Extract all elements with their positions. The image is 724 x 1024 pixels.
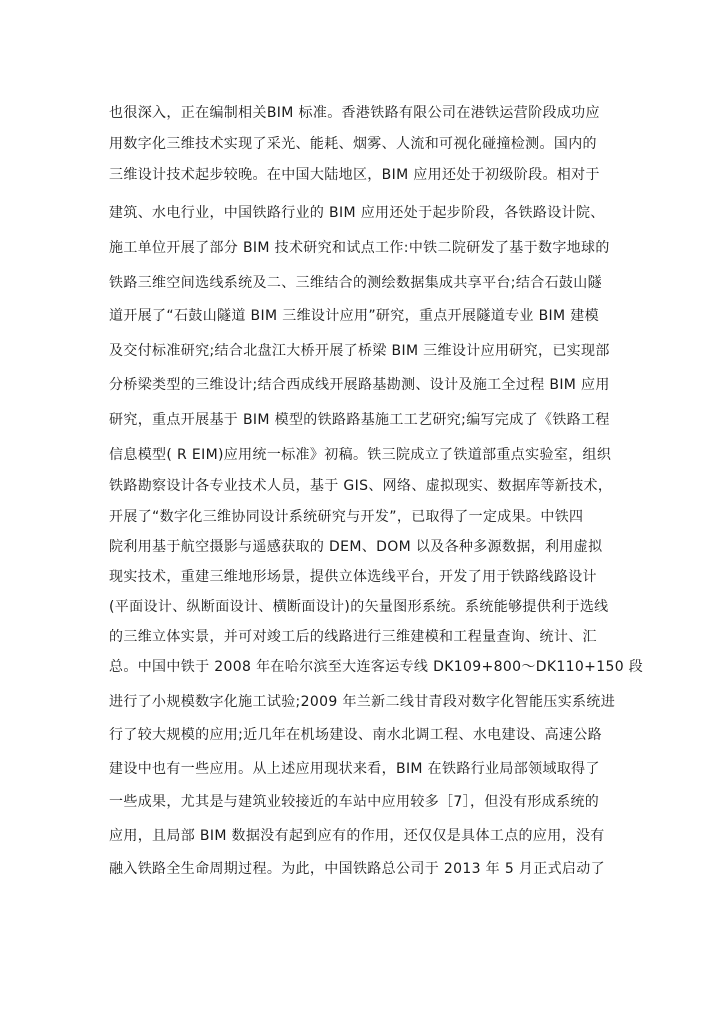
paragraph-line: 及交付标准研究;结合北盘江大桥开展了桥梁 BIM 三维设计应用研究，已实现部 [109, 343, 610, 359]
paragraph-line: 建设中也有一些应用。从上述应用现状来看，BIM 在铁路行业局部领域取得了 [109, 761, 600, 777]
paragraph-line: 信息模型( R EIM)应用统一标准》初稿。铁三院成立了铁道部重点实验室，组织 [109, 447, 612, 463]
paragraph-line: 开展了“数字化三维协同设计系统研究与开发”，已取得了一定成果。中铁四 [109, 509, 584, 525]
paragraph-line: 融入铁路全生命周期过程。为此，中国铁路总公司于 2013 年 5 月正式启动了 [109, 861, 605, 877]
paragraph-line: 院利用基于航空摄影与遥感获取的 DEM、DOM 以及各种多源数据，利用虚拟 [109, 539, 603, 555]
paragraph-line: 分桥梁类型的三维设计;结合西成线开展路基勘测、设计及施工全过程 BIM 应用 [109, 377, 610, 393]
paragraph-line: 铁路勘察设计各专业技术人员，基于 GIS、网络、虚拟现实、数据库等新技术， [109, 478, 613, 494]
paragraph-line: 研究，重点开展基于 BIM 模型的铁路路基施工工艺研究;编写完成了《铁路工程 [109, 412, 610, 428]
paragraph-line: (平面设计、纵断面设计、横断面设计)的矢量图形系统。系统能够提供利于选线 [109, 599, 609, 615]
paragraph-line: 一些成果，尤其是与建筑业较接近的车站中应用较多［7］，但没有形成系统的 [109, 794, 600, 810]
paragraph-line: 行了较大规模的应用;近几年在机场建设、南水北调工程、水电建设、高速公路 [109, 727, 602, 743]
paragraph-line: 进行了小规模数字化施工试验;2009 年兰新二线甘青段对数字化智能压实系统进 [109, 694, 616, 710]
paragraph-line: 总。中国中铁于 2008 年在哈尔滨至大连客运专线 DK109+800～DK110+150 段 [109, 659, 644, 675]
paragraph-line: 道开展了“石鼓山隧道 BIM 三维设计应用”研究，重点开展隧道专业 BIM 建模 [109, 308, 599, 324]
paragraph-line: 现实技术，重建三维地形场景，提供立体选线平台，开发了用于铁路线路设计 [109, 569, 597, 585]
paragraph-line: 也很深入，正在编制相关BIM 标准。香港铁路有限公司在港铁运营阶段成功应 [109, 105, 600, 121]
paragraph-line: 应用，且局部 BIM 数据没有起到应有的作用，还仅仅是具体工点的应用，没有 [109, 828, 605, 844]
paragraph-line: 铁路三维空间选线系统及二、三维结合的测绘数据集成共享平台;结合石鼓山隧 [109, 275, 602, 291]
paragraph-line: 施工单位开展了部分 BIM 技术研究和试点工作:中铁二院研发了基于数字地球的 [109, 240, 610, 256]
paragraph-line: 建筑、水电行业，中国铁路行业的 BIM 应用还处于起步阶段，各铁路设计院、 [109, 205, 605, 221]
paragraph-line: 用数字化三维技术实现了采光、能耗、烟雾、人流和可视化碰撞检测。国内的 [109, 136, 597, 152]
paragraph-line: 三维设计技术起步较晚。在中国大陆地区，BIM 应用还处于初级阶段。相对于 [109, 167, 600, 183]
paragraph-line: 的三维立体实景，并可对竣工后的线路进行三维建模和工程量查询、统计、汇 [109, 629, 597, 645]
